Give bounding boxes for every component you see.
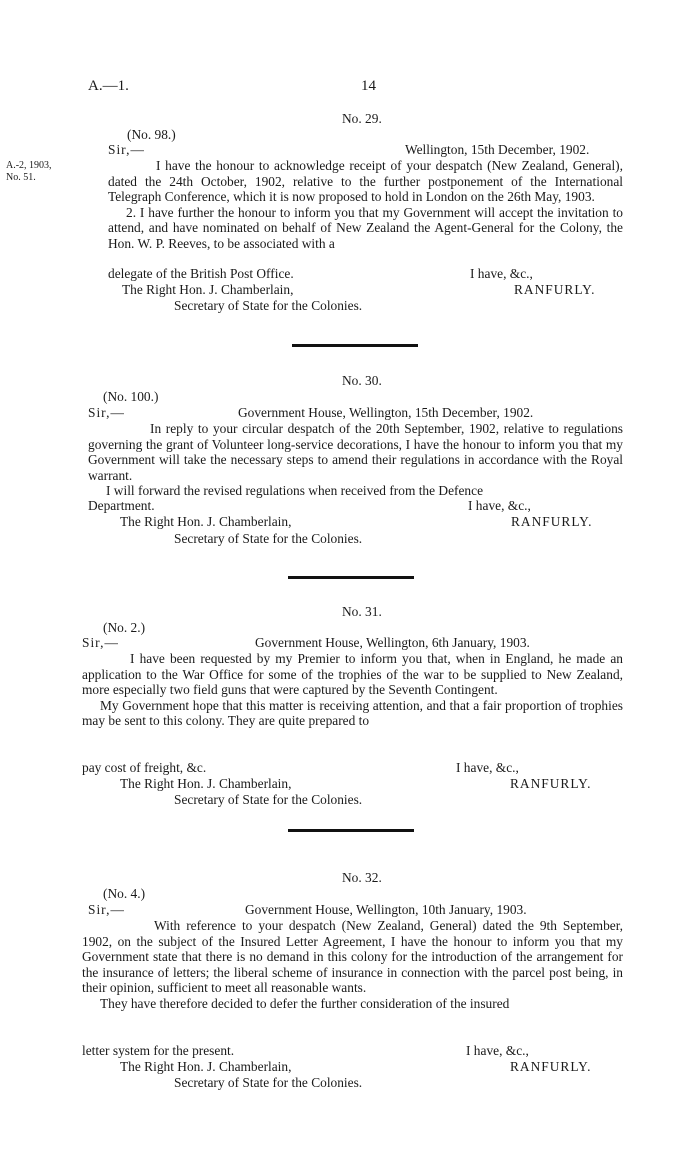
letter-number: No. 31.	[342, 604, 382, 619]
addressee-title: Secretary of State for the Colonies.	[174, 298, 363, 313]
place-date: Government House, Wellington, 6th January, 1903.	[255, 635, 530, 650]
page-number: 14	[361, 78, 376, 94]
paragraph-last-line: Department.	[88, 498, 155, 513]
paragraph: In reply to your circular despatch of the 20th September, 1902, relative to regulations governing the grant of Volunteer long-service decorations, I have the honour to inform you that my Government will take the necessary steps to amend their regulations in accordance with the Royal warrant.	[88, 421, 623, 483]
paragraph: 2. I have further the honour to inform you that my Government will accept the invitation to attend, and have nominated on behalf of New Zealand the Agent-General for the Colony, the Hon. W. P. Reeves, to be associated with a	[108, 204, 623, 251]
section-divider	[292, 344, 418, 347]
signature: RANFURLY.	[510, 1059, 592, 1074]
letter-body	[108, 158, 623, 251]
signature: RANFURLY.	[511, 514, 593, 529]
section-divider	[288, 829, 414, 832]
salutation: Sir,—	[108, 142, 145, 157]
section-divider	[288, 576, 414, 579]
letter-ref: (No. 100.)	[103, 389, 159, 404]
margin-note-line: No. 51.	[6, 172, 36, 183]
letter-ref: (No. 98.)	[127, 127, 176, 142]
closing: I have, &c.,	[470, 266, 533, 281]
letter-body	[88, 421, 623, 499]
salutation: Sir,—	[88, 405, 125, 420]
paragraph-last-line: letter system for the present.	[82, 1043, 235, 1058]
paragraph: With reference to your despatch (New Zealand, General) dated the 9th September, 1902, on the subject of the Insured Letter Agreement, I have the honour to inform you that my Government state that there is no demand in this colony for the introduction of the arrangement for the insurance of letters; the liberal scheme of insurance in connection with the parcel post being, in their opinion, sufficient to meet all reasonable wants.	[82, 918, 623, 995]
letter-body	[82, 651, 623, 729]
addressee: The Right Hon. J. Chamberlain,	[120, 514, 292, 529]
margin-note-line: A.-2, 1903,	[6, 160, 52, 171]
addressee: The Right Hon. J. Chamberlain,	[120, 1059, 292, 1074]
section-label: A.—1.	[88, 78, 129, 94]
paragraph: I will forward the revised regulations when received from the Defence	[106, 483, 484, 498]
closing: I have, &c.,	[456, 760, 519, 775]
place-date: Wellington, 15th December, 1902.	[405, 142, 590, 157]
letter-ref: (No. 2.)	[103, 620, 146, 635]
addressee-title: Secretary of State for the Colonies.	[174, 792, 363, 807]
paragraph: I have the honour to acknowledge receipt of your despatch (New Zealand, General), dated the 24th October, 1902, relative to the further postponement of the International Telegraph Conference, which it is now proposed to hold in London on the 26th May, 1903.	[108, 158, 623, 204]
salutation: Sir,—	[88, 902, 125, 917]
letter-number: No. 32.	[342, 870, 382, 885]
paragraph: My Government hope that this matter is receiving attention, and that a fair proportion of trophies may be sent to this colony. They are quite prepared to	[82, 697, 623, 728]
letter-ref: (No. 4.)	[103, 886, 146, 901]
place-date: Government House, Wellington, 15th December, 1902.	[238, 405, 534, 420]
signature: RANFURLY.	[514, 282, 596, 297]
addressee: The Right Hon. J. Chamberlain,	[122, 282, 294, 297]
closing: I have, &c.,	[468, 498, 531, 513]
margin-note	[6, 160, 52, 184]
signature: RANFURLY.	[510, 776, 592, 791]
addressee-title: Secretary of State for the Colonies.	[174, 1075, 363, 1090]
addressee-title: Secretary of State for the Colonies.	[174, 531, 363, 546]
letter-number: No. 30.	[342, 373, 382, 388]
addressee: The Right Hon. J. Chamberlain,	[120, 776, 292, 791]
place-date: Government House, Wellington, 10th January, 1903.	[245, 902, 527, 917]
paragraph-last-line: delegate of the British Post Office.	[108, 266, 294, 281]
paragraph: I have been requested by my Premier to inform you that, when in England, he made an application to the War Office for some of the trophies of the war to be supplied to New Zealand, more especially two field guns that were captured by the Seventh Contingent.	[82, 651, 623, 697]
paragraph-last-line: pay cost of freight, &c.	[82, 760, 207, 775]
closing: I have, &c.,	[466, 1043, 529, 1058]
letter-number: No. 29.	[342, 111, 382, 126]
letter-body	[82, 918, 623, 1011]
salutation: Sir,—	[82, 635, 119, 650]
paragraph: They have therefore decided to defer the further consideration of the insured	[100, 995, 510, 1011]
